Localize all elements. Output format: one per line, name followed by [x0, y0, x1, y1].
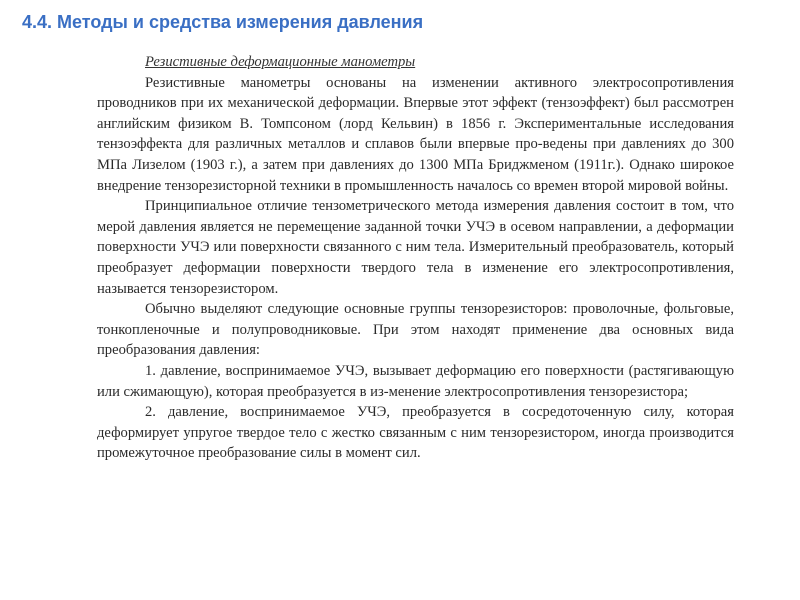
slide-title: 4.4. Методы и средства измерения давления	[22, 12, 424, 32]
list-item-conversion-1: 1. давление, воспринимаемое УЧЭ, вызывает деформацию его поверхности (растягивающую или сжимающую), которая преобразуется в из-менение электросопротивления тензорезистора;	[97, 362, 734, 400]
paragraph-tensoresistor-groups: Обычно выделяют следующие основные группы тензорезисторов: проволочные, фольговые, тонкопленочные и полупроводниковые. При этом находят применение два основных вида преобразования давления:	[97, 301, 734, 359]
scanned-document-page	[97, 52, 734, 464]
paragraph-tensometric-method: Принципиальное отличие тензометрического метода измерения давления состоит в том, что мерой давления является не перемещение заданной точки УЧЭ в осевом направлении, а деформации поверхности УЧЭ или поверхности связанного с ним тела. Измерительный преобразователь, который преобразует деформации поверхности твердого тела в изменение его электросопротивления, называется тензорезистором.	[97, 198, 734, 297]
paragraph-resistive-manometers: Резистивные манометры основаны на изменении активного электросопротивления проводников при их механической деформации. Впервые этот эффект (тензоэффект) был рассмотрен английским физиком В. Томпсоном (лорд Кельвин) в 1856 г. Экспериментальные исследования тензоэффекта для различных металлов и сплавов были впервые про-ведены при давлениях до 300 МПа Лизелом (1903 г.), а затем при давлениях до 1300 МПа Бриджменом (1911г.). Однако широкое внедрение тензорезисторной техники в промышленность началось со времен второй мировой войны.	[97, 74, 734, 194]
list-item-conversion-2: 2. давление, воспринимаемое УЧЭ, преобразуется в сосредоточенную силу, которая деформирует упругое твердое тело с жестко связанным с ним тензорезистором, иногда производится промежуточное преобразование силы в момент сил.	[97, 404, 734, 462]
document-heading: Резистивные деформационные манометры	[145, 54, 416, 70]
